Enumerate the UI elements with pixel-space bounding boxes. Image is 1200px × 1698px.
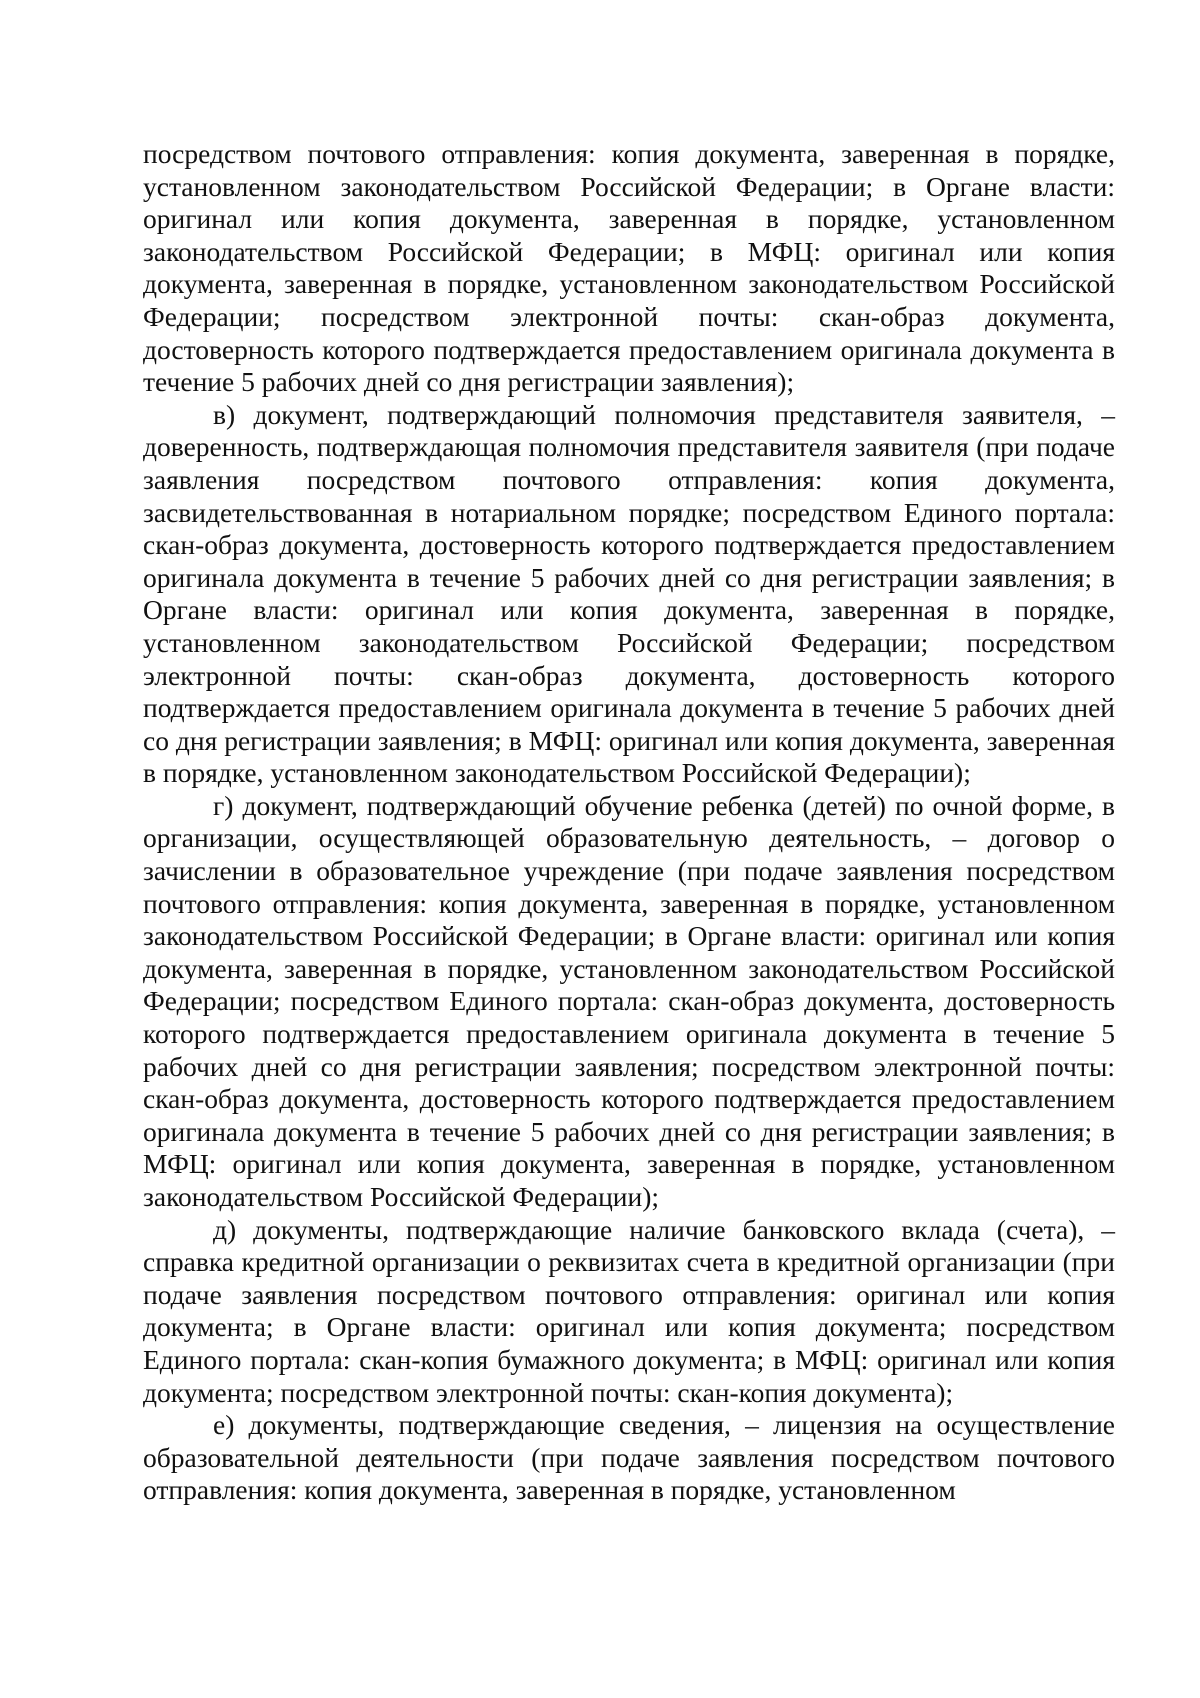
document-body: [143, 138, 1115, 1507]
paragraph-item-g: г) документ, подтверждающий обучение ребенка (детей) по очной форме, в организации, осуществляющей образовательную деятельность, – договор о зачислении в образовательное учреждение (при подаче заявления посредством почтового отправления: копия документа, заверенная в порядке, установленном законодательством Российской Федерации; в Органе власти: оригинал или копия документа, заверенная в порядке, установленном законодательством Российской Федерации; посредством Единого портала: скан-образ документа, достоверность которого подтверждается предоставлением оригинала документа в течение 5 рабочих дней со дня регистрации заявления; посредством электронной почты: скан-образ документа, достоверность которого подтверждается предоставлением оригинала документа в течение 5 рабочих дней со дня регистрации заявления; в МФЦ: оригинал или копия документа, заверенная в порядке, установленном законодательством Российской Федерации);: [143, 789, 1115, 1212]
paragraph-item-e: е) документы, подтверждающие сведения, – лицензия на осуществление образовательной деятельности (при подаче заявления посредством почтового отправления: копия документа, заверенная в порядке, установленном: [143, 1409, 1115, 1506]
paragraph-item-d: д) документы, подтверждающие наличие банковского вклада (счета), – справка кредитной организации о реквизитах счета в кредитной организации (при подаче заявления посредством почтового отправления: оригинал или копия документа; в Органе власти: оригинал или копия документа; посредством Единого портала: скан-копия бумажного документа; в МФЦ: оригинал или копия документа; посредством электронной почты: скан-копия документа);: [143, 1213, 1115, 1408]
paragraph-item-v: в) документ, подтверждающий полномочия представителя заявителя, – доверенность, подтверждающая полномочия представителя заявителя (при подаче заявления посредством почтового отправления: копия документа, засвидетельствованная в нотариальном порядке; посредством Единого портала: скан-образ документа, достоверность которого подтверждается предоставлением оригинала документа в течение 5 рабочих дней со дня регистрации заявления; в Органе власти: оригинал или копия документа, заверенная в порядке, установленном законодательством Российской Федерации; посредством электронной почты: скан-образ документа, достоверность которого подтверждается предоставлением оригинала документа в течение 5 рабочих дней со дня регистрации заявления; в МФЦ: оригинал или копия документа, заверенная в порядке, установленном законодательством Российской Федерации);: [143, 398, 1115, 789]
paragraph-continuation: посредством почтового отправления: копия документа, заверенная в порядке, установленном законодательством Российской Федерации; в Органе власти: оригинал или копия документа, заверенная в порядке, установленном законодательством Российской Федерации; в МФЦ: оригинал или копия документа, заверенная в порядке, установленном законодательством Российской Федерации; посредством электронной почты: скан-образ документа, достоверность которого подтверждается предоставлением оригинала документа в течение 5 рабочих дней со дня регистрации заявления);: [143, 138, 1115, 398]
